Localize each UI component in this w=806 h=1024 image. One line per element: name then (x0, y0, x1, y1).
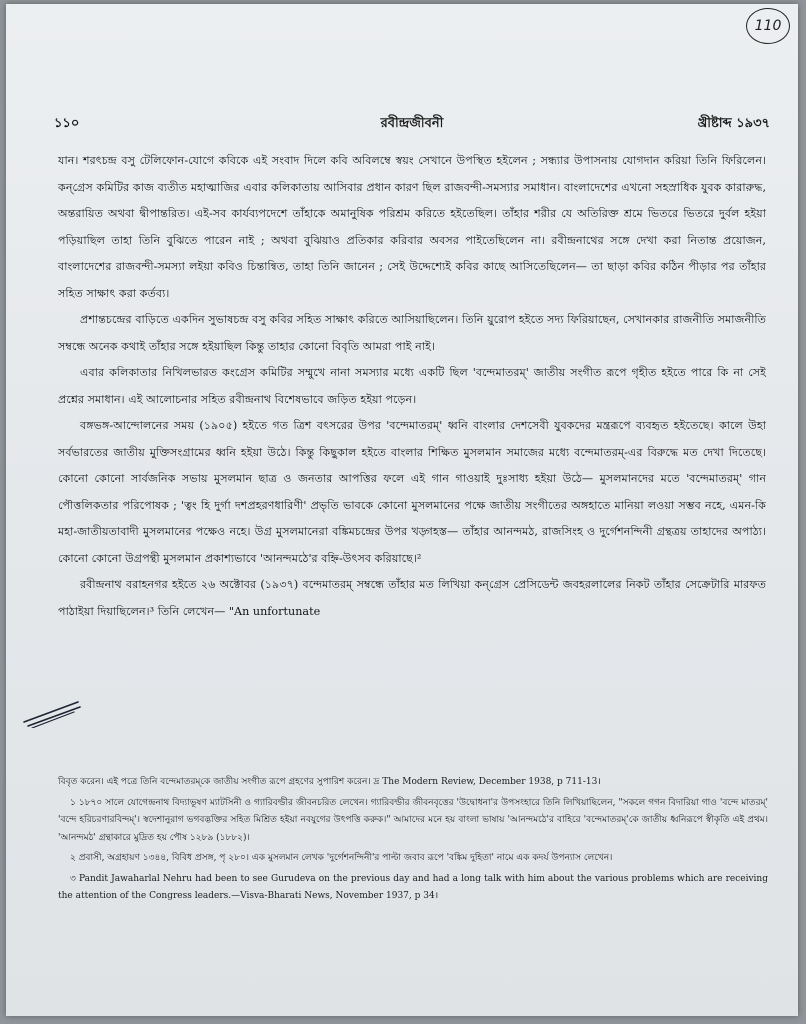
footnotes (58, 774, 768, 909)
book-title: রবীন্দ্রজীবনী (380, 116, 444, 131)
header-year: খ্রীষ্টাব্দ ১৯৩৭ (697, 116, 770, 131)
paragraph: এবার কলিকাতার নিখিলভারত কংগ্রেস কমিটির সম্মুখে নানা সমস্যার মধ্যে একটি ছিল 'বন্দেমাতরম্' জাতীয় সংগীত রূপে গৃহীত হইতে পারে কি না সেই প্রশ্নের সমাধান। এই আলোচনার সহিত রবীন্দ্রনাথ বিশেষভাবে জড়িত হইয়া পড়েন। (58, 366, 766, 406)
running-head (54, 114, 770, 138)
footnote-continued: বিবৃত করেন। এই পত্রে তিনি বন্দেমাতরম্‌কে জাতীয় সংগীত রূপে গ্রহণের সুপারিশ করেন। দ্র The Modern Review, December 1938, p 711-13। (58, 777, 601, 787)
book-page (6, 4, 798, 1016)
footnote-2: ২ প্রবাসী, অগ্রহায়ণ ১৩৪৪, বিবিধ প্রসঙ্গ, পৃ ২৮০। এক মুসলমান লেখক 'দুর্গেশনন্দিনী'র পাল্টা জবাব রূপে 'বঙ্কিম দুহিতা' নামে এক কদর্য উপন্যাস লেখেন। (70, 853, 613, 863)
footnote-1: ১ ১৮৭০ সালে যোগেন্দ্রনাথ বিদ্যাভূষণ ম্যাটসিনী ও গ্যারিবল্ডীর জীবনচরিত লেখেন। গ্যারিবল্ডীর জীবনবৃত্তের 'উদ্বোধনা'র উপসংহারে তিনি লিখিয়াছিলেন, "সকলে গগন বিদারিয়া গাও 'বন্দে মাতরম্' 'বন্দে হরিচরণারবিন্দম্'। স্বদেশানুরাগ ভগবদ্ভক্তির সহিত মিশ্রিত হইয়া নবযুগের উৎপত্তি করুক।" আমাদের মনে হয় বাংলা ভাষায় 'আনন্দমঠে'র বাহিরে 'বন্দেমাতরম্'কে জাতীয় ধ্বনিরূপে স্বীকৃতি এই প্রথম। 'আনন্দমঠ' গ্রন্থাকারে মুদ্রিত হয় পৌষ ১২৮৯ (১৮৮২)। (58, 797, 768, 843)
main-text (58, 148, 766, 625)
page-number: ১১০ (54, 116, 80, 131)
paragraph: যান। শরৎচন্দ্র বসু টেলিফোন-যোগে কবিকে এই সংবাদ দিলে কবি অবিলম্বে স্বয়ং সেখানে উপস্থিত হইলেন ; সন্ধ্যার উপাসনায় যোগদান করিয়া তিনি ফিরিলেন। কন্‌গ্রেস কমিটির কাজ ব্যতীত মহাত্মাজির এবার কলিকাতায় আসিবার প্রধান কারণ ছিল রাজবন্দী-সমস্যার সমাধান। বাংলাদেশের এখনো সহস্রাধিক যুবক কারারুদ্ধ, অন্তরায়িত অথবা দ্বীপান্তরিত। এই-সব কার্যব্যপদেশে তাঁহাকে অমানুষিক পরিশ্রম করিতে হইতেছিল। তাঁহার শরীর যে অতিরিক্ত শ্রমে ভিতরে ভিতরে দুর্বল হইয়া পড়িয়াছিল তাহা তিনি বুঝিতে পারেন নাই ; অথবা বুঝিয়াও প্রতিকার করিবার অবসর পাইতেছিলেন না। রবীন্দ্রনাথের সঙ্গে দেখা করা নিতান্ত প্রয়োজন, বাংলাদেশের রাজবন্দী-সমস্যা লইয়া কবিও চিন্তান্বিত, তাহা তিনি জানেন ; সেই উদ্দেশ্যেই কবির কাছে আসিতেছিলেন— তা ছাড়া কবির কঠিন পীড়ার পর তাঁহার সহিত সাক্ষাৎ করা কর্তব্য। (58, 154, 766, 300)
paragraph: রবীন্দ্রনাথ বরাহনগর হইতে ২৬ অক্টোবর (১৯৩৭) বন্দেমাতরম্ সম্বন্ধে তাঁহার মত লিখিয়া কন্‌গ্রেস প্রেসিডেন্ট জবহরলালের নিকট তাঁহার সেক্রেটারি মারফত পাঠাইয়া দিয়াছিলেন।³ তিনি লেখেন— "An unfortunate (58, 578, 766, 618)
paragraph: প্রশান্তচন্দ্রের বাড়িতে একদিন সুভাষচন্দ্র বসু কবির সহিত সাক্ষাৎ করিতে আসিয়াছিলেন। তিনি য়ুরোপ হইতে সদ্য ফিরিয়াছেন, সেখানকার রাজনীতি সমাজনীতি সম্বন্ধে অনেক কথাই তাঁহার সঙ্গে হইয়াছিল কিন্তু তাহার কোনো বিবৃতি আমরা পাই নাই। (58, 313, 766, 353)
paragraph: বঙ্গভঙ্গ-আন্দোলনের সময় (১৯০৫) হইতে গত ত্রিশ বৎসরের উপর 'বন্দেমাতরম্' ধ্বনি বাংলার দেশসেবী যুবকদের মন্ত্ররূপে ব্যবহৃত হইতেছে। কালে উহা সর্বভারতের জাতীয় মুক্তিসংগ্রামের ধ্বনি হইয়া উঠে। কিন্তু কিছুকাল হইতে বাংলার শিক্ষিত মুসলমান সমাজের মধ্যে বন্দেমাতরম্-এর বিরুদ্ধে মত দেখা দিতেছে। কোনো কোনো সার্বজনিক সভায় মুসলমান ছাত্র ও জনতার আপত্তির ফলে এই গান গাওয়াই দুঃসাধ্য হইয়া উঠে— মুসলমানদের মতে 'বন্দেমাতরম্' গান পৌত্তলিকতার পরিপোষক ; 'ত্বং হি দুর্গা দশপ্রহরণধারিণী' প্রভৃতি ভাবকে কোনো মুসলমানের পক্ষে জাতীয় সংগীতের অঙ্গহাতে মানিয়া লওয়া সম্ভব নহে, এমন-কি মহা-জাতীয়তাবাদী মুসলমানের পক্ষেও নহে। উগ্র মুসলমানেরা বঙ্কিমচন্দ্রের উপর খড়্গহস্ত— তাঁহার আনন্দমঠ, রাজসিংহ ও দুর্গেশনন্দিনী গ্রন্থত্রয় তাহাদের অপাঠ্য। কোনো কোনো উগ্রপন্থী মুসলমান প্রকাশ্যভাবে 'আনন্দমঠে'র বহ্নি-উৎসব করিয়াছে।² (58, 419, 766, 565)
pen-margin-mark-icon (22, 698, 82, 728)
footnote-3: ৩ Pandit Jawaharlal Nehru had been to see Gurudeva on the previous day and had a long talk with him about the various problems which are receiving the attention of the Congress leaders.—Visva-Bharati News, November 1937, p 34। (58, 873, 768, 901)
handwritten-page-number: 110 (746, 8, 790, 44)
